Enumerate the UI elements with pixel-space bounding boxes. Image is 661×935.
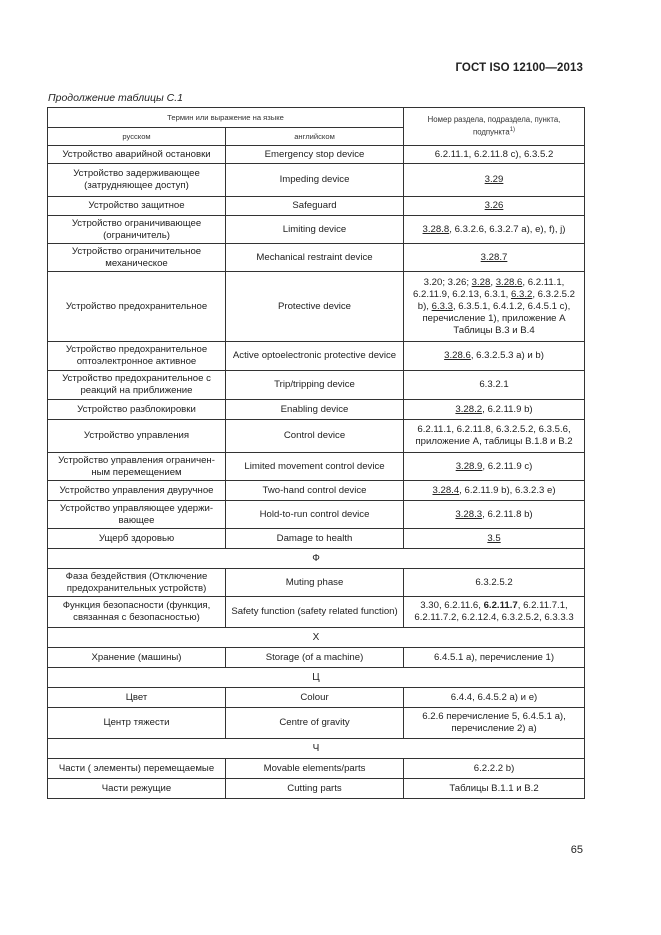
- term-russian: Устройство защитное: [48, 197, 226, 216]
- table-row: [48, 272, 585, 342]
- table-row: [48, 420, 585, 453]
- reference-segment: 6.3.2: [510, 288, 533, 300]
- section-reference: [404, 164, 585, 197]
- reference-segment: 3.28.3: [455, 508, 483, 520]
- reference-segment: 3.28.4: [432, 484, 460, 496]
- table-row: [48, 501, 585, 529]
- term-english: Emergency stop device: [226, 146, 404, 164]
- reference-segment: , 6.2.11.1, 6.2.11.9, 6.2.13, 6.3.1,: [413, 276, 565, 300]
- reference-segment: , 6.2.11.7.1, 6.2.11.7.2, 6.2.12.4, 6.3.2.5.2, 6.3.3.3: [414, 600, 574, 623]
- term-russian: Устройство управления ограничен-ным перемещением: [48, 453, 226, 481]
- term-russian: Части ( элементы) перемещаемые: [48, 759, 226, 779]
- section-reference: [404, 759, 585, 779]
- reference-segment: 3.28.7: [480, 251, 508, 263]
- reference-segment: 6.2.2.2 b): [473, 762, 515, 774]
- term-russian: Части режущие: [48, 779, 226, 799]
- term-russian: Центр тяжести: [48, 708, 226, 739]
- term-russian: Устройство разблокировки: [48, 400, 226, 420]
- reference-segment: 3.28.9: [455, 460, 483, 472]
- section-reference: [404, 779, 585, 799]
- reference-segment: 6.3.3: [431, 300, 453, 312]
- term-english: Impeding device: [226, 164, 404, 197]
- term-english: Movable elements/parts: [226, 759, 404, 779]
- section-row: [48, 668, 585, 688]
- term-english: Safeguard: [226, 197, 404, 216]
- header-reference-text: Номер раздела, подраздела, пункта, подпункта: [427, 115, 561, 137]
- table-row: [48, 400, 585, 420]
- term-russian: Фаза бездействия (Отключение предохранительных устройств): [48, 569, 226, 597]
- reference-segment: 6.3.2.1: [479, 379, 509, 390]
- term-english: Cutting parts: [226, 779, 404, 799]
- section-reference: [404, 197, 585, 216]
- reference-segment: 3.30, 6.2.11.6,: [420, 600, 484, 611]
- section-reference: [404, 342, 585, 371]
- reference-segment: 3.28.6: [495, 276, 523, 288]
- term-russian: Устройство предохранительное с реакций на приближение: [48, 371, 226, 400]
- reference-segment: , 6.3.2.6, 6.3.2.7 a), e), f), j): [449, 223, 566, 235]
- reference-segment: ,: [490, 276, 496, 288]
- reference-segment: , 6.3.5.1, 6.4.1.2, 6.4.5.1 c), перечисление 1), приложение А Таблицы В.3 и В.4: [422, 300, 571, 336]
- table-row: [48, 244, 585, 272]
- reference-segment: 3.28: [471, 276, 491, 288]
- term-english: Limiting device: [226, 216, 404, 244]
- section-reference: [404, 371, 585, 400]
- reference-segment: 3.26: [484, 200, 504, 211]
- table-row: [48, 708, 585, 739]
- table-row: [48, 342, 585, 371]
- term-english: Safety function (safety related function): [226, 597, 404, 628]
- reference-segment: , 6.2.11.8 b): [482, 508, 533, 520]
- page-number: 65: [570, 844, 583, 856]
- table-row: [48, 759, 585, 779]
- term-russian: Функция безопасности (функция, связанная с безопасностью): [48, 597, 226, 628]
- section-letter: Ч: [48, 739, 585, 759]
- section-row: [48, 739, 585, 759]
- section-reference: [404, 146, 585, 164]
- section-row: [48, 549, 585, 569]
- section-reference: [404, 597, 585, 628]
- terms-table: [47, 107, 585, 799]
- term-english: Mechanical restraint device: [226, 244, 404, 272]
- table-row: [48, 146, 585, 164]
- reference-segment: 6.3.2.5.2: [475, 576, 513, 588]
- reference-segment: , 6.2.11.9 c): [482, 460, 533, 472]
- section-reference: [404, 481, 585, 501]
- table-caption: Продолжение таблицы С.1: [48, 92, 183, 104]
- reference-segment: 3.28.2: [455, 403, 483, 415]
- standard-header: ГОСТ ISO 12100—2013: [455, 62, 583, 74]
- term-russian: Ущерб здоровью: [48, 529, 226, 549]
- term-english: Colour: [226, 688, 404, 708]
- term-russian: Цвет: [48, 688, 226, 708]
- term-russian: Устройство управляющее удержи-вающее: [48, 501, 226, 529]
- section-reference: [404, 400, 585, 420]
- section-row: [48, 628, 585, 648]
- header-term-group: Термин или выражение на языке: [48, 108, 404, 128]
- section-reference: [404, 272, 585, 342]
- term-russian: Устройство предохранительное: [48, 272, 226, 342]
- term-english: Muting phase: [226, 569, 404, 597]
- section-reference: [404, 244, 585, 272]
- table-row: [48, 371, 585, 400]
- section-reference: [404, 648, 585, 668]
- reference-segment: 3.5: [487, 532, 501, 544]
- reference-segment: 6.2.11.7: [483, 600, 518, 611]
- section-reference: [404, 216, 585, 244]
- term-english: Centre of gravity: [226, 708, 404, 739]
- section-reference: [404, 453, 585, 481]
- table-row: [48, 688, 585, 708]
- section-letter: Ц: [48, 668, 585, 688]
- term-russian: Устройство ограничительное механическое: [48, 244, 226, 272]
- section-reference: [404, 529, 585, 549]
- section-letter: Х: [48, 628, 585, 648]
- term-english: Storage (of a machine): [226, 648, 404, 668]
- section-reference: [404, 688, 585, 708]
- term-english: Damage to health: [226, 529, 404, 549]
- term-russian: Устройство задерживающее (затрудняющее доступ): [48, 164, 226, 197]
- reference-segment: 6.4.4, 6.4.5.2 a) и e): [450, 691, 538, 703]
- reference-segment: , 6.3.2.5.3 a) и b): [470, 350, 544, 361]
- reference-segment: , 6.2.11.9 b), 6.3.2.3 e): [459, 484, 556, 496]
- header-reference-footnote: 1): [509, 127, 516, 134]
- section-reference: [404, 569, 585, 597]
- table-row: [48, 597, 585, 628]
- term-english: Hold-to-run control device: [226, 501, 404, 529]
- reference-segment: Таблицы В.1.1 и В.2: [449, 782, 539, 794]
- section-reference: [404, 420, 585, 453]
- table-row: [48, 453, 585, 481]
- table-row: [48, 779, 585, 799]
- section-reference: [404, 501, 585, 529]
- term-english: Two-hand control device: [226, 481, 404, 501]
- reference-segment: , 6.2.11.9 b): [482, 403, 533, 415]
- term-english: Control device: [226, 420, 404, 453]
- table-row: [48, 481, 585, 501]
- header-reference: [404, 108, 585, 146]
- header-russian: русском: [48, 128, 226, 146]
- table-row: [48, 216, 585, 244]
- term-russian: Устройство аварийной остановки: [48, 146, 226, 164]
- section-reference: [404, 708, 585, 739]
- term-russian: Хранение (машины): [48, 648, 226, 668]
- section-letter: Ф: [48, 549, 585, 569]
- term-russian: Устройство управления двуручное: [48, 481, 226, 501]
- term-russian: Устройство ограничивающее (ограничитель): [48, 216, 226, 244]
- term-russian: Устройство управления: [48, 420, 226, 453]
- reference-segment: 3.20; 3.26;: [423, 276, 472, 288]
- reference-segment: , 6.3.2.5.2 b),: [417, 288, 575, 312]
- table-row: [48, 529, 585, 549]
- reference-segment: 6.2.6 перечисление 5, 6.4.5.1 a), перечисление 2) а): [422, 711, 566, 734]
- table-row: [48, 164, 585, 197]
- term-english: Active optoelectronic protective device: [226, 342, 404, 371]
- term-english: Limited movement control device: [226, 453, 404, 481]
- reference-segment: 6.2.11.1, 6.2.11.8, 6.3.2.5.2, 6.3.5.6, приложение А, таблицы В.1.8 и В.2: [415, 424, 573, 447]
- table-row: [48, 648, 585, 668]
- table-row: [48, 569, 585, 597]
- table-row: [48, 197, 585, 216]
- header-english: английском: [226, 128, 404, 146]
- term-russian: Устройство предохранительное оптоэлектронное активное: [48, 342, 226, 371]
- term-english: Enabling device: [226, 400, 404, 420]
- reference-segment: 6.4.5.1 a), перечисление 1): [434, 651, 555, 663]
- term-english: Trip/tripping device: [226, 371, 404, 400]
- term-english: Protective device: [226, 272, 404, 342]
- reference-segment: 3.28.8: [422, 223, 450, 235]
- reference-segment: 3.29: [484, 174, 504, 185]
- reference-segment: 6.2.11.1, 6.2.11.8 c), 6.3.5.2: [434, 148, 554, 160]
- reference-segment: 3.28.6: [444, 350, 471, 361]
